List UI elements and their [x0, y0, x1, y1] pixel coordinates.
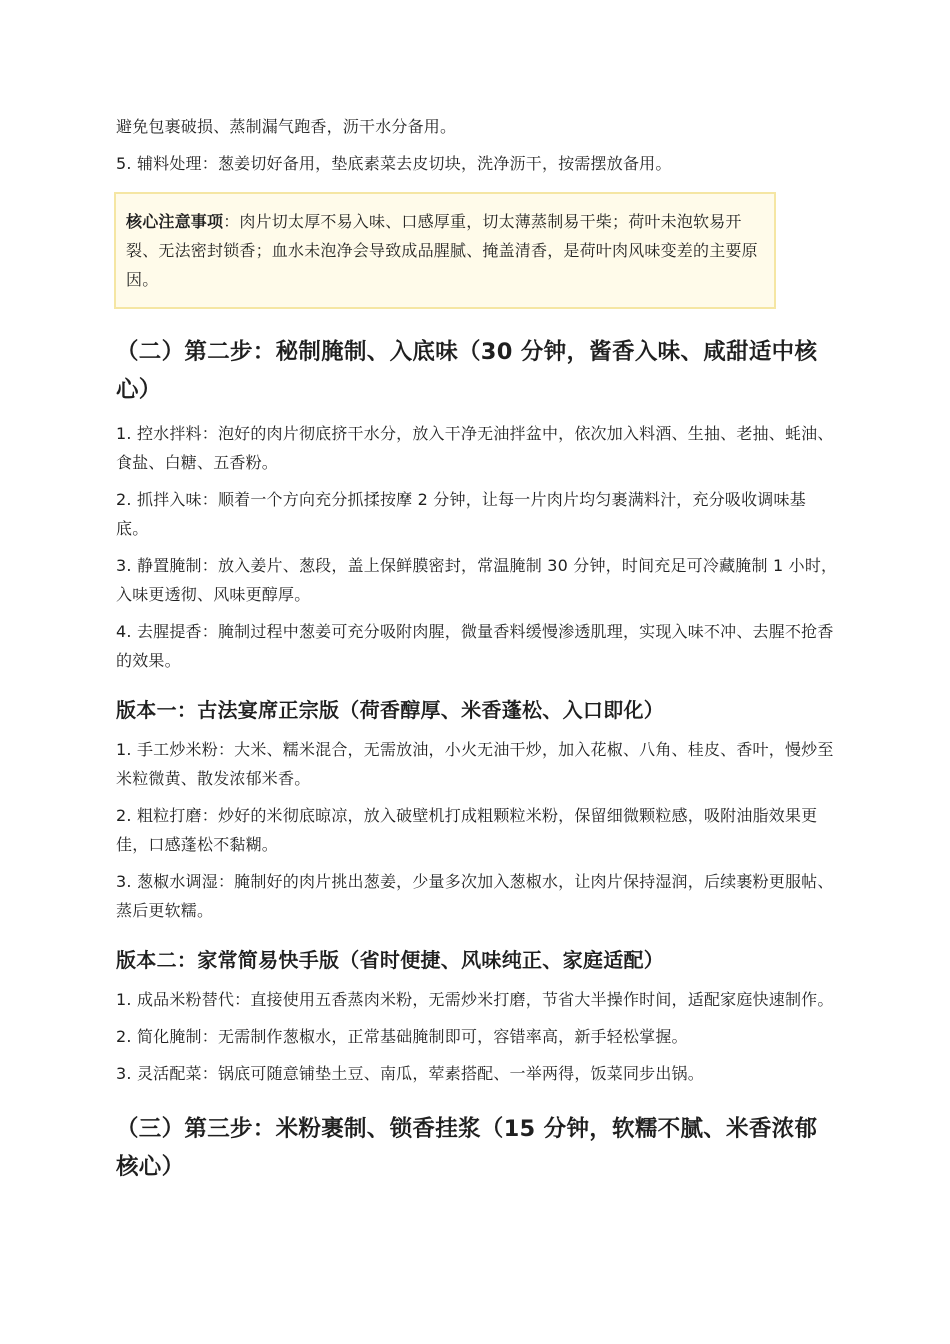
version-1-item-1: 1. 手工炒米粉：大米、糯米混合，无需放油，小火无油干炒，加入花椒、八角、桂皮、香叶，慢炒至米粒微黄、散发浓郁米香。: [116, 740, 834, 788]
version-1-item-3: 3. 葱椒水调湿：腌制好的肉片挑出葱姜，少量多次加入葱椒水，让肉片保持湿润，后续裹粉更服帖、蒸后更软糯。: [116, 872, 834, 920]
section-2-item-1: 1. 控水拌料：泡好的肉片彻底挤干水分，放入干净无油拌盆中，依次加入料酒、生抽、老抽、蚝油、食盐、白糖、五香粉。: [116, 424, 834, 472]
section-2-item-3: 3. 静置腌制：放入姜片、葱段，盖上保鲜膜密封，常温腌制 30 分钟，时间充足可冷藏腌制 1 小时，入味更透彻、风味更醇厚。: [116, 556, 838, 604]
section-3-heading: （三）第三步：米粉裹制、锁香挂浆（15 分钟，软糯不腻、米香浓郁核心）: [116, 1116, 818, 1180]
version-2-heading: 版本二：家常简易快手版（省时便捷、风味纯正、家庭适配）: [116, 948, 665, 972]
step-5-paragraph: 5. 辅料处理：葱姜切好备用，垫底素菜去皮切块，洗净沥干，按需摆放备用。: [116, 154, 672, 173]
section-2-heading: （二）第二步：秘制腌制、入底味（30 分钟，酱香入味、咸甜适中核心）: [116, 339, 818, 403]
core-notes-label: 核心注意事项: [126, 212, 224, 231]
version-1-heading: 版本一：古法宴席正宗版（荷香醇厚、米香蓬松、入口即化）: [116, 698, 665, 722]
section-2-item-2: 2. 抓拌入味：顺着一个方向充分抓揉按摩 2 分钟，让每一片肉片均匀裹满料汁，充分吸收调味基底。: [116, 490, 806, 538]
version-2-item-2: 2. 简化腌制：无需制作葱椒水，正常基础腌制即可，容错率高，新手轻松掌握。: [116, 1027, 688, 1046]
version-1-item-2: 2. 粗粒打磨：炒好的米彻底晾凉，放入破壁机打成粗颗粒米粉，保留细微颗粒感，吸附油脂效果更佳，口感蓬松不黏糊。: [116, 806, 818, 854]
continuation-paragraph: 避免包裹破损、蒸制漏气跑香，沥干水分备用。: [116, 117, 457, 136]
core-notes-callout: [114, 192, 776, 309]
core-notes-text: ：肉片切太厚不易入味、口感厚重，切太薄蒸制易干柴；荷叶未泡软易开裂、无法密封锁香；血水未泡净会导致成品腥腻、掩盖清香，是荷叶肉风味变差的主要原因。: [126, 212, 758, 289]
version-2-item-1: 1. 成品米粉替代：直接使用五香蒸肉米粉，无需炒米打磨，节省大半操作时间，适配家庭快速制作。: [116, 990, 834, 1009]
section-2-item-4: 4. 去腥提香：腌制过程中葱姜可充分吸附肉腥，微量香料缓慢渗透肌理，实现入味不冲、去腥不抢香的效果。: [116, 622, 834, 670]
version-2-item-3: 3. 灵活配菜：锅底可随意铺垫土豆、南瓜，荤素搭配、一举两得，饭菜同步出锅。: [116, 1064, 704, 1083]
